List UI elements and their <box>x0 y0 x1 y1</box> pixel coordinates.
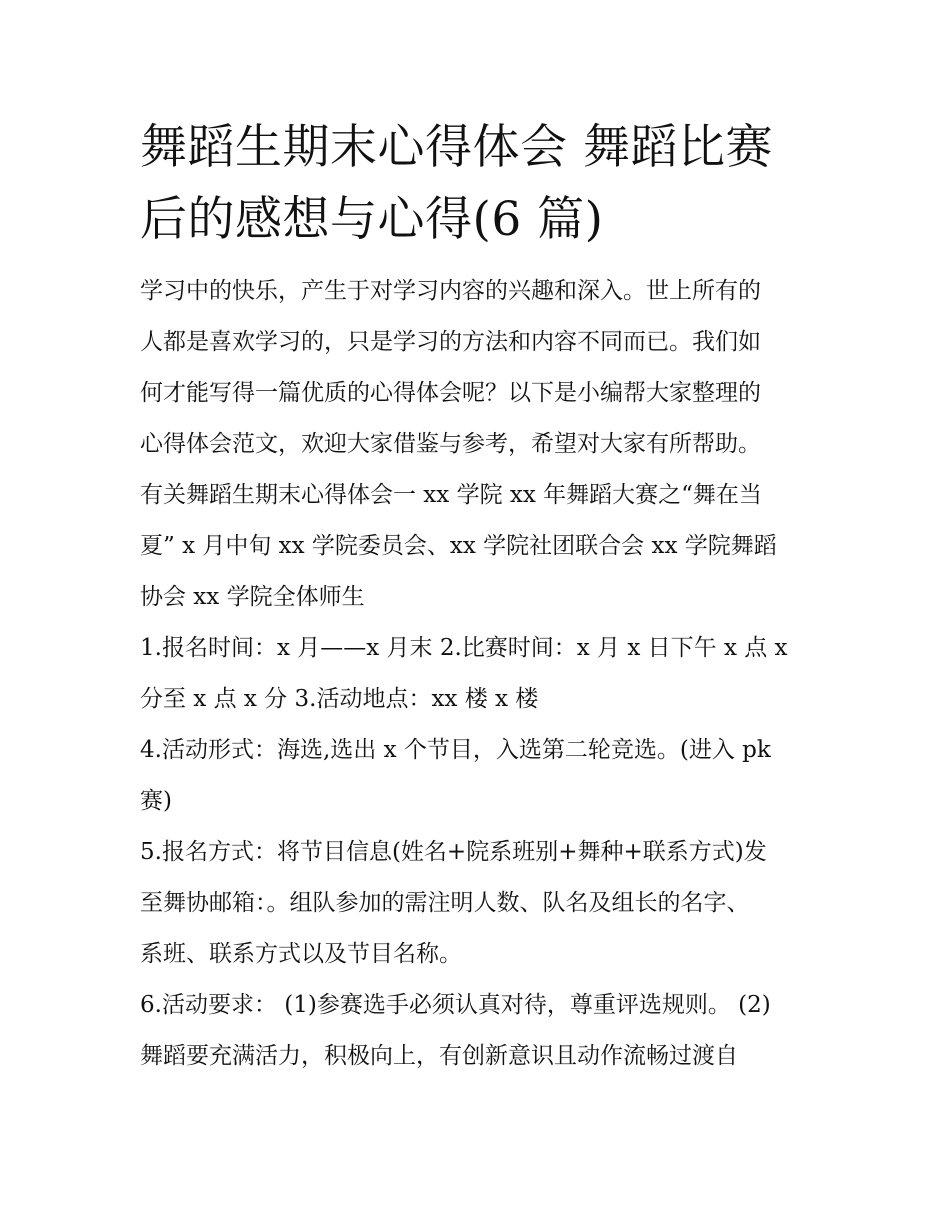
body-line-12: 5.报名方式：将节目信息(姓名+院系班别+舞种+联系方式)发 <box>140 839 767 865</box>
body-line-7: 协会 xx 学院全体师生 <box>140 584 365 610</box>
body-line-1: 学习中的快乐，产生于对学习内容的兴趣和深入。世上所有的 <box>140 278 761 304</box>
title-line-1: 舞蹈生期末心得体会 舞蹈比赛 <box>140 120 773 175</box>
document-title <box>140 112 820 256</box>
body-line-6: 夏” x 月中旬 xx 学院委员会、xx 学院社团联合会 xx 学院舞蹈 <box>140 533 777 559</box>
body-line-10: 4.活动形式：海选,选出 x 个节目，入选第二轮竞选。(进入 pk <box>140 737 771 763</box>
body-line-2: 人都是喜欢学习的，只是学习的方法和内容不同而已。我们如 <box>140 329 761 355</box>
body-line-3: 何才能写得一篇优质的心得体会呢？以下是小编帮大家整理的 <box>140 380 761 406</box>
title-line-2: 后的感想与心得(6 篇) <box>140 192 604 247</box>
body-line-14: 系班、联系方式以及节目名称。 <box>140 941 462 967</box>
body-line-15: 6.活动要求： (1)参赛选手必须认真对待，尊重评选规则。 (2) <box>140 992 771 1018</box>
document-body <box>140 266 820 1082</box>
body-line-11: 赛) <box>140 788 172 814</box>
document-page <box>140 112 820 1082</box>
body-line-9: 分至 x 点 x 分 3.活动地点：xx 楼 x 楼 <box>140 686 539 712</box>
body-line-8: 1.报名时间：x 月——x 月末 2.比赛时间：x 月 x 日下午 x 点 x <box>140 635 788 661</box>
body-line-16: 舞蹈要充满活力，积极向上，有创新意识且动作流畅过渡自 <box>140 1043 738 1069</box>
body-line-5: 有关舞蹈生期末心得体会一 xx 学院 xx 年舞蹈大赛之“舞在当 <box>140 482 762 508</box>
body-line-13: 至舞协邮箱：。组队参加的需注明人数、队名及组长的名字、 <box>140 890 750 916</box>
body-line-4: 心得体会范文，欢迎大家借鉴与参考，希望对大家有所帮助。 <box>140 431 761 457</box>
